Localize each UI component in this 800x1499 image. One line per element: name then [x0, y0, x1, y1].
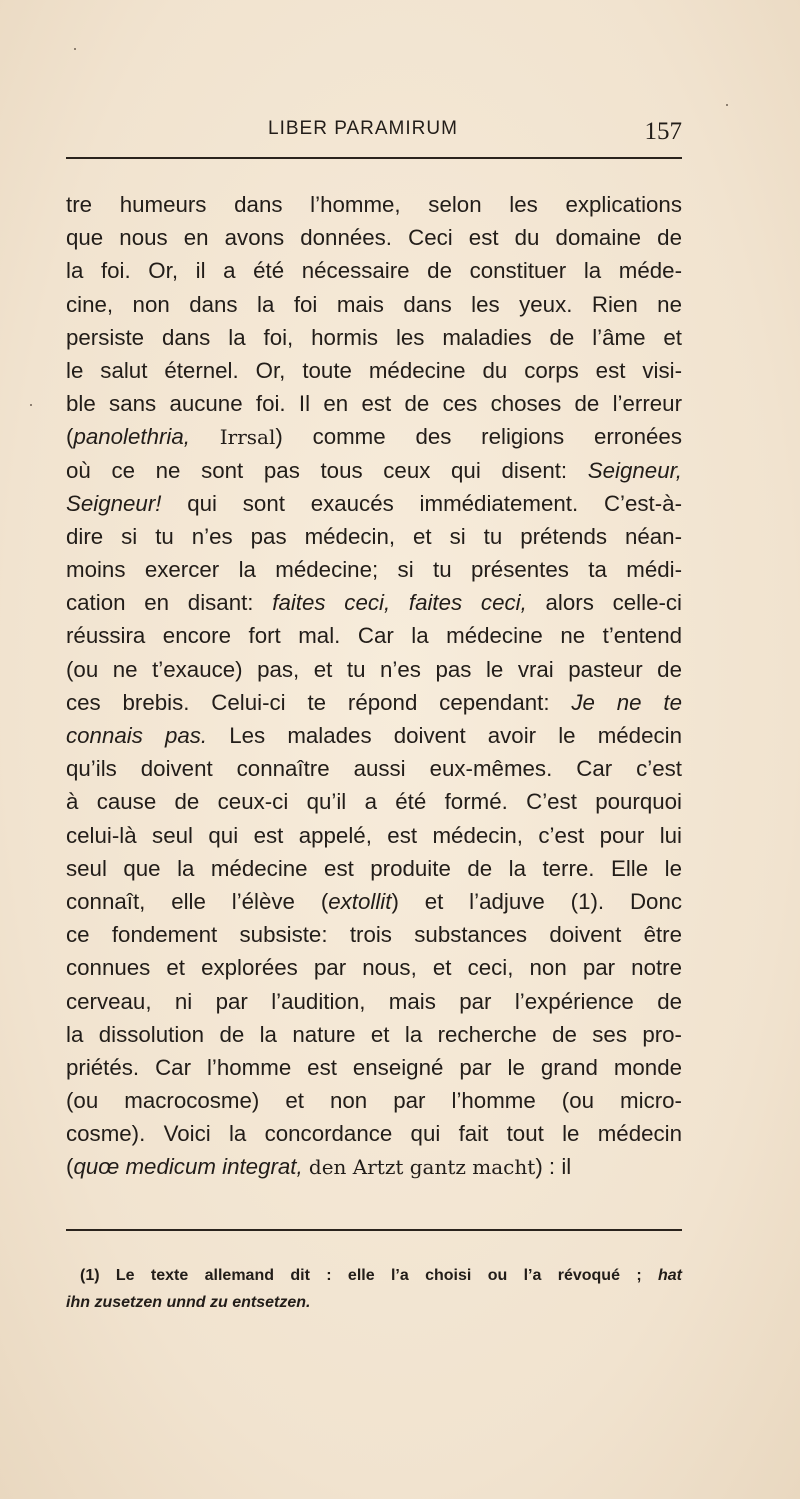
text-line [66, 885, 682, 918]
text-line [66, 221, 682, 254]
italic-text: ihn zusetzen unnd zu entsetzen. [66, 1294, 311, 1311]
text-line [66, 951, 682, 984]
text-line [66, 686, 682, 719]
ink-speck [30, 404, 32, 406]
text-segment: connues et explorées par nous, et ceci, non par notre [66, 955, 682, 981]
footnote-rule [66, 1229, 682, 1231]
text-line [66, 985, 682, 1018]
text-line [66, 1117, 682, 1150]
italic-text: extollit [328, 888, 392, 914]
text-line [66, 1051, 682, 1084]
text-segment: ces brebis. Celui-ci te répond cependant: [66, 689, 572, 715]
text-segment: cerveau, ni par l’audition, mais par l’expérience de [66, 988, 682, 1014]
text-segment: où ce ne sont pas tous ceux qui disent: [66, 457, 588, 483]
text-segment: alors celle-ci [526, 590, 682, 616]
text-line [66, 454, 682, 487]
running-title: LIBER PARAMIRUM [268, 118, 458, 139]
text-segment: ) comme des religions erronées [275, 424, 682, 450]
text-segment: qu’ils doivent connaître aussi eux-mêmes. Car c’est [66, 756, 682, 782]
italic-text: connais pas. [66, 723, 208, 748]
text-segment: persiste dans la foi, hormis les maladies de l’âme et [66, 324, 682, 350]
text-segment: priétés. Car l’homme est enseigné par le grand monde [66, 1054, 682, 1080]
text-segment: (1) Le texte allemand dit : elle l’a choisi ou l’a révoqué ; [80, 1267, 658, 1284]
text-line [66, 1018, 682, 1051]
text-segment: tre humeurs dans l’homme, selon les explications [66, 192, 682, 217]
text-segment: la dissolution de la nature et la recherche de ses pro- [66, 1021, 682, 1047]
text-line [66, 254, 682, 287]
text-segment [190, 424, 220, 449]
text-line [66, 188, 682, 221]
text-segment: cation en disant: [66, 590, 273, 616]
text-line [66, 288, 682, 321]
text-line [66, 1150, 682, 1183]
footnote [66, 1262, 682, 1316]
german-gloss: den Artzt gantz macht [308, 1155, 536, 1180]
italic-text: faites ceci, faites ceci, [272, 590, 527, 616]
text-segment: celui-là seul qui est appelé, est médecin, c’est pour lui [66, 822, 682, 848]
text-segment: que nous en avons données. Ceci est du domaine de [66, 225, 682, 251]
page-number: 157 [644, 118, 682, 145]
text-line [66, 619, 682, 652]
text-line [66, 719, 682, 752]
footnote-line [66, 1289, 682, 1316]
italic-text: quœ medicum integrat, [73, 1154, 303, 1180]
text-segment: la foi. Or, il a été nécessaire de constituer la méde- [66, 258, 682, 284]
body-text [66, 188, 682, 1184]
italic-text: Seigneur, [587, 457, 682, 483]
text-segment: à cause de ceux-ci qu’il a été formé. C’est pourquoi [66, 789, 682, 815]
italic-text: panolethria, [73, 424, 190, 450]
text-line [66, 752, 682, 785]
text-segment: cosme). Voici la concordance qui fait tout le médecin [66, 1121, 682, 1147]
text-line [66, 785, 682, 818]
text-segment: le salut éternel. Or, toute médecine du corps est visi- [66, 357, 682, 383]
page-header [66, 118, 682, 150]
text-segment: réussira encore fort mal. Car la médecine ne t’entend [66, 623, 682, 649]
ink-speck [74, 48, 76, 50]
ink-speck [726, 104, 728, 106]
header-rule [66, 157, 682, 159]
text-segment: moins exercer la médecine; si tu présentes ta médi- [66, 557, 682, 583]
text-segment: ( [66, 424, 74, 450]
text-line [66, 653, 682, 686]
text-segment: dire si tu n’es pas médecin, et si tu prétends néan- [66, 523, 682, 549]
text-segment: connaît, elle l’élève ( [66, 888, 329, 914]
text-line [66, 819, 682, 852]
text-segment: ( [66, 1154, 74, 1180]
text-line [66, 321, 682, 354]
text-segment: (ou macrocosme) et non par l’homme (ou micro- [66, 1088, 682, 1114]
text-segment: ) : il [535, 1154, 572, 1180]
text-line [66, 918, 682, 951]
text-segment: qui sont exaucés immédiatement. C’est-à- [161, 490, 682, 516]
german-gloss: Irrsal [219, 425, 276, 450]
footnote-line [66, 1262, 682, 1289]
italic-text: hat [658, 1267, 682, 1284]
text-segment: seul que la médecine est produite de la terre. Elle le [66, 855, 682, 881]
text-segment: (ou ne t’exauce) pas, et tu n’es pas le vrai pasteur de [66, 656, 682, 682]
text-segment: ce fondement subsiste: trois substances doivent être [66, 922, 682, 948]
text-segment: Les malades doivent avoir le médecin [207, 723, 682, 748]
italic-text: Je ne te [571, 689, 682, 715]
text-line [66, 387, 682, 420]
text-segment: ble sans aucune foi. Il en est de ces choses de l’erreur [66, 391, 682, 417]
text-line [66, 586, 682, 619]
italic-text: Seigneur! [66, 490, 162, 516]
text-line [66, 553, 682, 586]
text-segment: cine, non dans la foi mais dans les yeux. Rien ne [66, 291, 682, 317]
text-line [66, 1084, 682, 1117]
text-line [66, 354, 682, 387]
text-segment: ) et l’adjuve (1). Donc [391, 888, 682, 914]
text-line [66, 487, 682, 520]
text-line [66, 520, 682, 553]
text-line [66, 420, 682, 453]
text-line [66, 852, 682, 885]
